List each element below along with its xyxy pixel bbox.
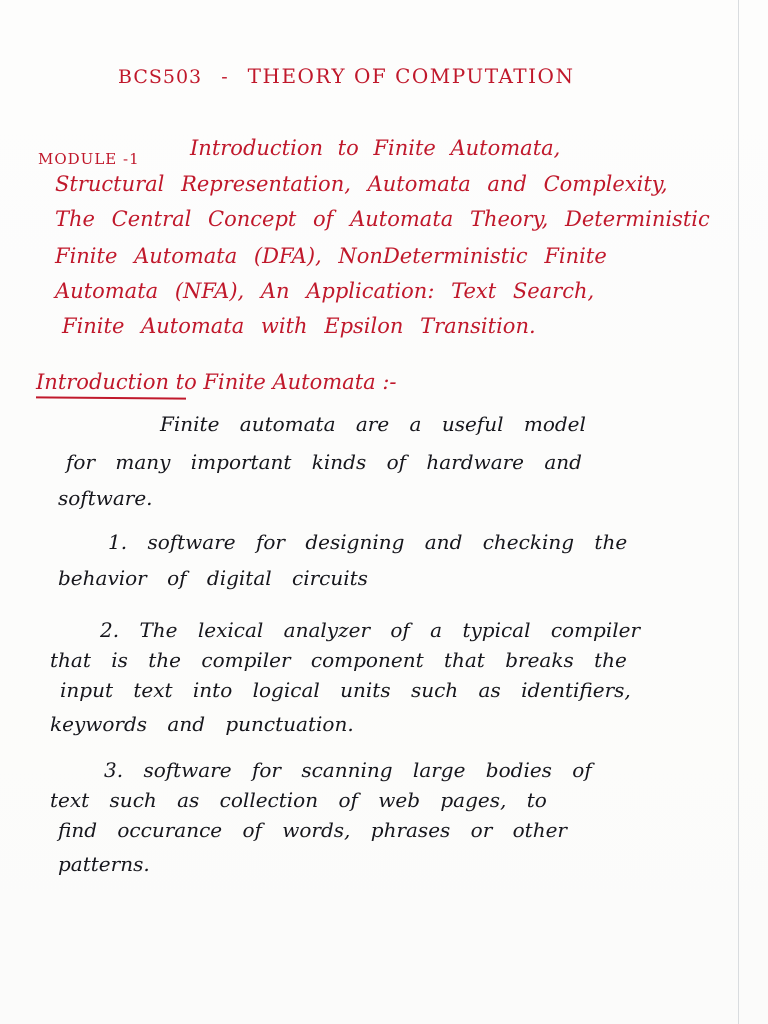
item-3-line-2: text such as collection of web pages, to <box>50 788 547 812</box>
module-topic-line-3: The Central Concept of Automata Theory, Deterministic <box>55 207 710 231</box>
module-topic-line-4: Finite Automata (DFA), NonDeterministic Finite <box>55 244 607 268</box>
item-1-line-2: behavior of digital circuits <box>58 566 368 590</box>
item-2-line-1: 2. The lexical analyzer of a typical compiler <box>100 618 641 642</box>
intro-line-3: software. <box>58 486 153 510</box>
module-topic-line-5: Automata (NFA), An Application: Text Search, <box>55 279 595 303</box>
module-topic-line-2: Structural Representation, Automata and Complexity, <box>55 172 668 196</box>
page-header <box>118 64 574 88</box>
module-topic-line-1: Introduction to Finite Automata, <box>190 136 561 160</box>
course-title: THEORY OF COMPUTATION <box>247 64 575 88</box>
item-1-line-1: 1. software for designing and checking the <box>108 530 628 554</box>
course-code: BCS503 <box>118 66 203 88</box>
module-topic-line-6: Finite Automata with Epsilon Transition. <box>62 314 536 338</box>
item-3-line-3: find occurance of words, phrases or other <box>58 818 567 842</box>
module-label: MODULE -1 <box>38 150 140 168</box>
item-3-line-1: 3. software for scanning large bodies of <box>104 758 592 782</box>
item-2-line-2: that is the compiler component that breaks the <box>50 648 627 672</box>
section-heading: Introduction to Finite Automata :- <box>36 370 397 394</box>
header-dash: - <box>221 66 229 88</box>
item-2-line-4: keywords and punctuation. <box>50 712 354 736</box>
item-2-line-3: input text into logical units such as identifiers, <box>60 678 631 702</box>
intro-line-1: Finite automata are a useful model <box>160 412 586 436</box>
intro-line-2: for many important kinds of hardware and <box>66 450 582 474</box>
section-heading-underline <box>36 396 186 399</box>
item-3-line-4: patterns. <box>58 852 150 876</box>
